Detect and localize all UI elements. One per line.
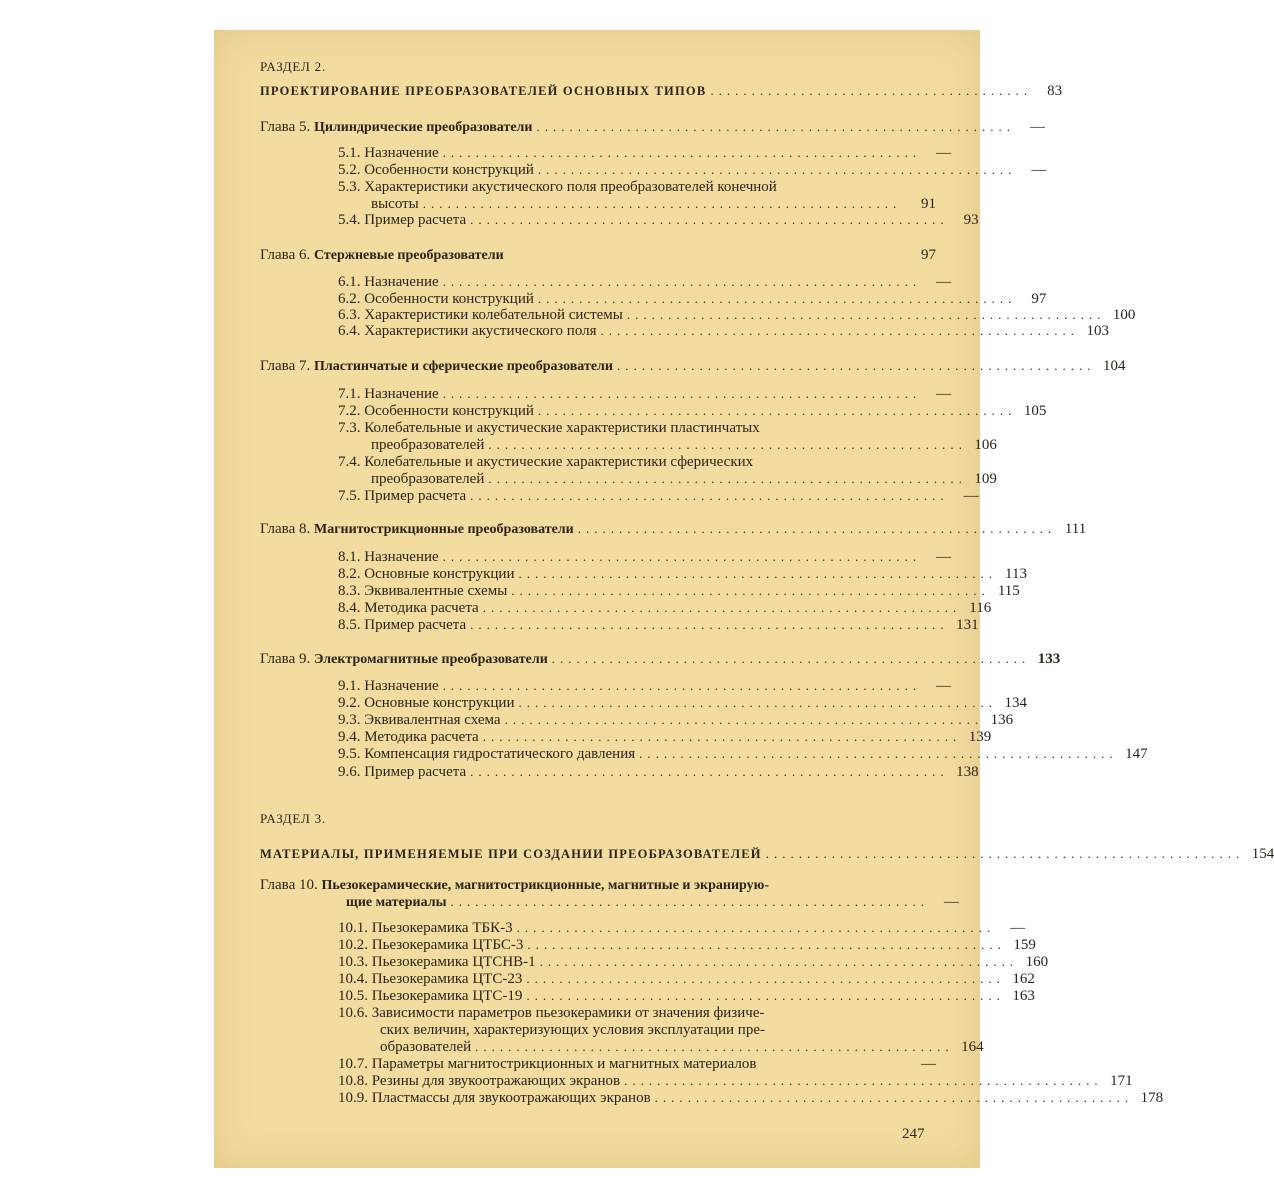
chapter-7: Глава 7. Пластинчатые и сферические преобразователи .......................................................... 104	[260, 358, 1126, 374]
item-10-2: 10.2. Пьезокерамика ЦТБС-3 .......................................................... 159	[338, 937, 1036, 953]
item-10-9: 10.9. Пластмассы для звукоотражающих экранов .......................................................... 178	[338, 1090, 1164, 1106]
item-7-5: 7.5. Пример расчета .......................................................... —	[338, 488, 979, 504]
item-7-2: 7.2. Особенности конструкций .......................................................... 105	[338, 403, 1047, 419]
item-7-3-line-1: 7.3. Колебательные и акустические характеристики пластинчатых	[338, 420, 760, 436]
item-9-2: 9.2. Основные конструкции .......................................................... 134	[338, 695, 1027, 711]
chapter-10-line-2: щие материалы .......................................................... —	[346, 894, 960, 910]
item-5-3-line-1: 5.3. Характеристики акустического поля преобразователей конечной	[338, 179, 777, 195]
item-5-3-line-2: высоты .......................................................... 91	[371, 196, 936, 212]
chapter-5-prefix: Глава 5.	[260, 119, 311, 135]
item-8-1: 8.1. Назначение .......................................................... —	[338, 549, 952, 565]
item-8-4: 8.4. Методика расчета .......................................................... 116	[338, 600, 992, 616]
item-8-3: 8.3. Эквивалентные схемы .......................................................... 115	[338, 583, 1020, 599]
item-10-5: 10.5. Пьезокерамика ЦТС-19 .......................................................... 163	[338, 988, 1035, 1004]
chapter-5: Глава 5. Цилиндрические преобразователи .......................................................... —	[260, 119, 1045, 135]
item-5-1: 5.1. Назначение .......................................................... —	[338, 145, 952, 161]
section-2-title: ПРОЕКТИРОВАНИЕ ПРЕОБРАЗОВАТЕЛЕЙ ОСНОВНЫХ ТИПОВ ....................................... 83	[260, 83, 1063, 99]
item-6-3: 6.3. Характеристики колебательной системы .......................................................... 100	[338, 307, 1136, 323]
item-7-1: 7.1. Назначение .......................................................... —	[338, 386, 952, 402]
section-2-page: 83	[1047, 83, 1063, 99]
table-of-contents	[214, 30, 1274, 1168]
item-10-6-line-3: образователей .......................................................... 164	[380, 1039, 984, 1055]
section-2-title-text: ПРОЕКТИРОВАНИЕ ПРЕОБРАЗОВАТЕЛЕЙ ОСНОВНЫХ ТИПОВ	[260, 84, 707, 98]
item-8-2: 8.2. Основные конструкции .......................................................... 113	[338, 566, 1027, 582]
item-10-7: 10.7. Параметры магнитострикционных и магнитных материалов —	[338, 1056, 936, 1072]
section-2-label: РАЗДЕЛ 2.	[260, 59, 327, 74]
item-9-4: 9.4. Методика расчета .......................................................... 139	[338, 729, 992, 745]
chapter-6: Глава 6. Стержневые преобразователи 97	[260, 247, 936, 263]
section-3-label: РАЗДЕЛ 3.	[260, 811, 327, 826]
item-9-1: 9.1. Назначение .......................................................... —	[338, 678, 952, 694]
item-9-5: 9.5. Компенсация гидростатического давления .......................................................... 147	[338, 746, 1148, 762]
item-6-4: 6.4. Характеристики акустического поля .......................................................... 103	[338, 323, 1110, 339]
chapter-9: Глава 9. Электромагнитные преобразователи .......................................................... 133	[260, 651, 1061, 667]
item-9-6: 9.6. Пример расчета .......................................................... 138	[338, 764, 979, 780]
page-number: 247	[902, 1126, 925, 1142]
item-10-3: 10.3. Пьезокерамика ЦТСНВ-1 .......................................................... 160	[338, 954, 1049, 970]
chapter-8: Глава 8. Магнитострикционные преобразователи .......................................................... 111	[260, 521, 1087, 537]
item-8-5: 8.5. Пример расчета .......................................................... 131	[338, 617, 979, 633]
item-10-8: 10.8. Резины для звукоотражающих экранов .......................................................... 171	[338, 1073, 1133, 1089]
chapter-5-page: —	[1029, 119, 1045, 135]
item-10-6-line-2: ских величин, характеризующих условия эксплуатации пре-	[380, 1022, 765, 1038]
chapter-5-title: Цилиндрические преобразователи	[313, 120, 533, 135]
section-3-title: МАТЕРИАЛЫ, ПРИМЕНЯЕМЫЕ ПРИ СОЗДАНИИ ПРЕОБРАЗОВАТЕЛЕЙ .......................................................... 154	[260, 846, 1274, 862]
item-5-2: 5.2. Особенности конструкций .......................................................... —	[338, 162, 1047, 178]
item-9-3: 9.3. Эквивалентная схема .......................................................... 136	[338, 712, 1014, 728]
book-page	[214, 30, 1274, 1168]
chapter-10-line-1: Глава 10. Пьезокерамические, магнитострикционные, магнитные и экранирую-	[260, 877, 769, 893]
item-7-4-line-2: преобразователей .......................................................... 109	[371, 471, 997, 487]
item-10-6-line-1: 10.6. Зависимости параметров пьезокерамики от значения физиче-	[338, 1005, 765, 1021]
item-6-2: 6.2. Особенности конструкций .......................................................... 97	[338, 291, 1047, 307]
item-7-3-line-2: преобразователей .......................................................... 106	[371, 437, 997, 453]
item-5-4: 5.4. Пример расчета .......................................................... 93	[338, 212, 979, 228]
item-7-4-line-1: 7.4. Колебательные и акустические характеристики сферических	[338, 454, 754, 470]
item-6-1: 6.1. Назначение .......................................................... —	[338, 274, 952, 290]
item-10-4: 10.4. Пьезокерамика ЦТС-23 .......................................................... 162	[338, 971, 1035, 987]
item-10-1: 10.1. Пьезокерамика ТБК-3 .......................................................... —	[338, 920, 1026, 936]
